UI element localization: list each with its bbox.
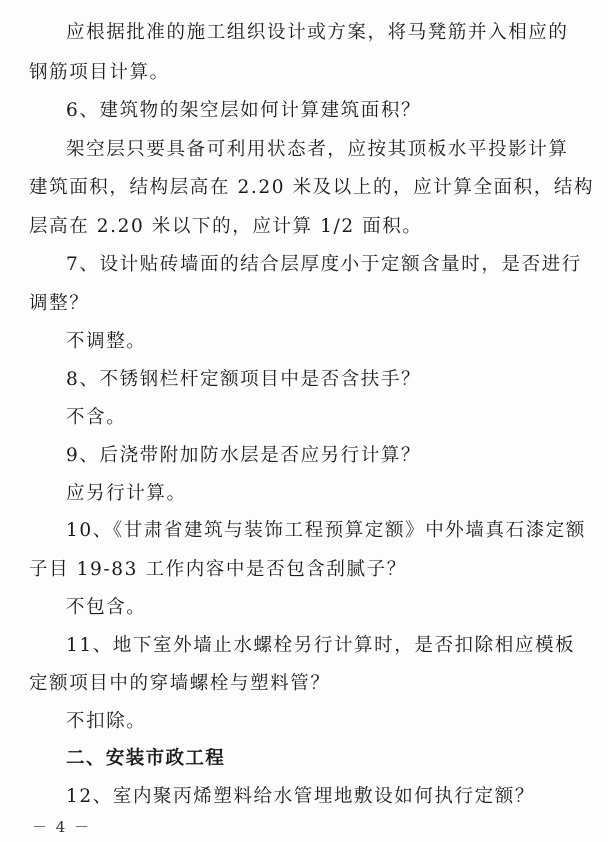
answer-7: 不调整。 xyxy=(66,331,147,352)
question-7-line-1: 7、设计贴砖墙面的结合层厚度小于定额含量时，是否进行 xyxy=(66,254,582,275)
answer-6-line-1: 架空层只要具备可利用状态者，应按其顶板水平投影计算 xyxy=(66,139,569,160)
answer-6-line-3: 层高在 2.20 米以下的，应计算 1/2 面积。 xyxy=(29,216,423,237)
question-7-line-2: 调整？ xyxy=(29,293,90,314)
question-6: 6、建筑物的架空层如何计算建筑面积？ xyxy=(66,100,422,121)
question-10-line-1: 10、《甘肃省建筑与装饰工程预算定额》中外墙真石漆定额 xyxy=(66,520,586,541)
section-heading: 二、安装市政工程 xyxy=(66,748,226,769)
question-11-line-1: 11、地下室外墙止水螺栓另行计算时，是否扣除相应模板 xyxy=(66,635,576,656)
answer-6-line-2: 建筑面积，结构层高在 2.20 米及以上的，应计算全面积，结构 xyxy=(29,177,595,198)
text-line-2: 钢筋项目计算。 xyxy=(29,62,170,83)
answer-9: 应另行计算。 xyxy=(66,483,187,504)
question-12: 12、室内聚丙烯塑料给水管埋地敷设如何执行定额？ xyxy=(66,786,535,807)
answer-8: 不含。 xyxy=(66,407,127,428)
text-line-1: 应根据批准的施工组织设计或方案，将马凳筋并入相应的 xyxy=(66,22,569,43)
question-8: 8、不锈钢栏杆定额项目中是否含扶手？ xyxy=(66,369,422,390)
question-11-line-2: 定额项目中的穿墙螺栓与塑料管？ xyxy=(29,673,331,694)
answer-10: 不包含。 xyxy=(66,597,147,618)
answer-11: 不扣除。 xyxy=(66,711,147,732)
question-10-line-2: 子目 19-83 工作内容中是否包含刮腻子？ xyxy=(29,559,407,580)
page-number: － 4 － xyxy=(32,818,92,836)
question-9: 9、后浇带附加防水层是否应另行计算？ xyxy=(66,445,422,466)
